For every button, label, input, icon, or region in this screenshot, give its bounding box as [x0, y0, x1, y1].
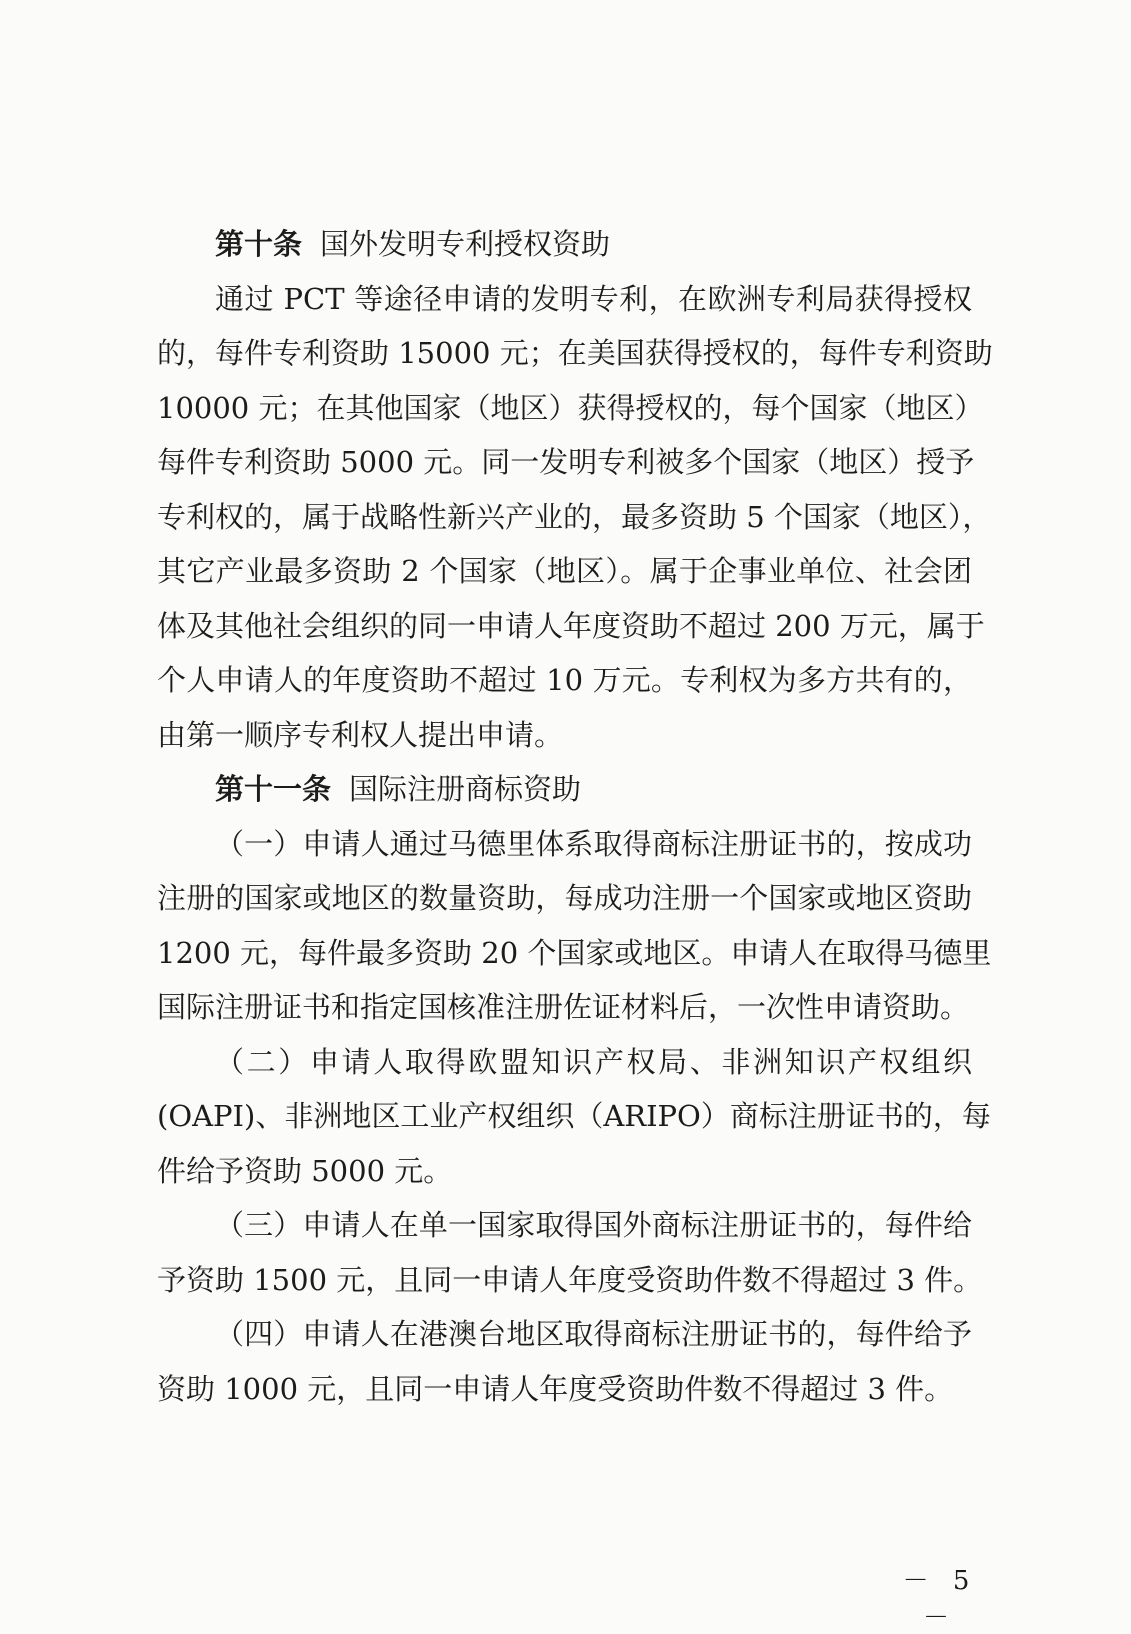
page-number: － 5 － — [902, 1566, 978, 1633]
article-10-line-1: 通过 PCT 等途径申请的发明专利，在欧洲专利局获得授权 — [215, 281, 972, 316]
article-11-item-3-line-1: （三）申请人在单一国家取得国外商标注册证书的，每件给 — [215, 1208, 972, 1242]
article-10-label: 第十条 — [215, 227, 303, 261]
article-10-line-2: 的，每件专利资助 15000 元；在美国获得授权的，每件专利资助 — [157, 336, 993, 370]
article-10-title: 国外发明专利授权资助 — [320, 227, 611, 261]
article-10-line-9: 由第一顺序专利权人提出申请。 — [157, 717, 564, 752]
article-10-line-3: 10000 元；在其他国家（地区）获得授权的，每个国家（地区） — [157, 390, 984, 425]
article-10-line-5: 专利权的，属于战略性新兴产业的，最多资助 5 个国家（地区）， — [157, 499, 992, 534]
article-10-line-4: 每件专利资助 5000 元。同一发明专利被多个国家（地区）授予 — [157, 445, 975, 479]
article-11-title: 国际注册商标资助 — [349, 772, 582, 806]
article-11-item-2-line-2: (OAPI)、非洲地区工业产权组织（ARIPO）商标注册证书的，每 — [157, 1099, 991, 1133]
article-10-line-8: 个人申请人的年度资助不超过 10 万元。专利权为多方共有的， — [157, 663, 972, 697]
article-10-heading — [157, 217, 972, 272]
article-11-item-1-line-4: 国际注册证书和指定国核准注册佐证材料后，一次性申请资助。 — [157, 990, 970, 1024]
article-11-label: 第十一条 — [215, 772, 332, 806]
article-11-item-1-line-3: 1200 元，每件最多资助 20 个国家或地区。申请人在取得马德里 — [157, 935, 992, 970]
article-11-item-2-line-1: （二）申请人取得欧盟知识产权局、非洲知识产权组织 — [215, 1044, 972, 1079]
article-11-heading — [157, 762, 972, 817]
article-10-line-7: 体及其他社会组织的同一申请人年度资助不超过 200 万元，属于 — [157, 608, 985, 643]
article-10-line-6: 其它产业最多资助 2 个国家（地区）。属于企事业单位、社会团 — [157, 554, 972, 588]
article-11-item-2-line-3: 件给予资助 5000 元。 — [157, 1153, 453, 1188]
document-body — [157, 217, 993, 1416]
article-11-item-3-line-2: 予资助 1500 元，且同一申请人年度受资助件数不得超过 3 件。 — [157, 1262, 983, 1297]
article-11-item-1-line-2: 注册的国家或地区的数量资助，每成功注册一个国家或地区资助 — [157, 881, 972, 915]
article-11-item-4-line-1: （四）申请人在港澳台地区取得商标注册证书的，每件给予 — [215, 1317, 972, 1351]
article-11-item-4-line-2: 资助 1000 元，且同一申请人年度受资助件数不得超过 3 件。 — [157, 1371, 954, 1406]
article-11-item-1-line-1: （一）申请人通过马德里体系取得商标注册证书的，按成功 — [215, 826, 972, 861]
